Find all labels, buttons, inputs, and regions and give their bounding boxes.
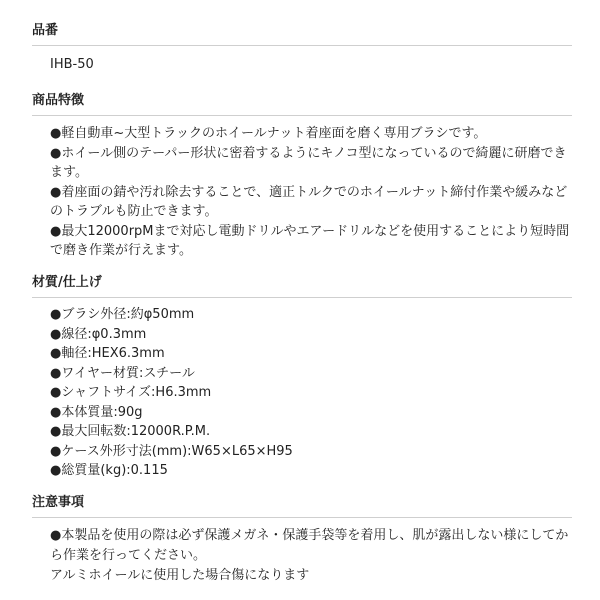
feature-item: ●軽自動車~大型トラックのホイールナット着座面を磨く専用ブラシです。 (50, 126, 487, 141)
section-title-notes: 注意事項 (32, 494, 572, 518)
product-number-value: IHB-50 (50, 57, 94, 72)
section-material (32, 274, 572, 481)
section-title-material: 材質/仕上げ (32, 274, 572, 298)
material-item: ●シャフトサイズ:H6.3mm (50, 385, 212, 400)
material-item: ●ワイヤー材質:スチール (50, 365, 195, 381)
feature-item: ●ホイール側のテーパー形状に密着するようにキノコ型になっているので綺麗に研磨できます。 (50, 145, 567, 180)
section-title-features: 商品特徴 (32, 92, 572, 116)
feature-item: ●最大12000rpMまで対応し電動ドリルやエアードリルなどを使用することにより短時間で磨き作業が行えます。 (50, 223, 570, 258)
section-features (32, 92, 572, 261)
feature-item: ●着座面の錆や汚れ除去することで、適正トルクでのホイールナット締付作業や緩みなどのトラブルも防止できます。 (50, 184, 568, 219)
section-product-number (32, 22, 572, 75)
material-item: ●ブラシ外径:約φ50mm (50, 307, 195, 322)
material-item: ●軸径:HEX6.3mm (50, 346, 165, 361)
material-item: ●ケース外形寸法(mm):W65×L65×H95 (50, 443, 293, 459)
material-list (32, 305, 572, 481)
material-item: ●線径:φ0.3mm (50, 326, 147, 342)
note-line: アルミホイールに使用した場合傷になります (50, 568, 310, 583)
section-notes (32, 494, 572, 586)
section-title-product-number: 品番 (32, 22, 572, 46)
note-line: ●本製品を使用の際は必ず保護メガネ・保護手袋等を着用し、肌が露出しない様にしてから作業を行ってください。 (50, 528, 569, 563)
section-body-product-number (32, 55, 572, 75)
material-item: ●本体質量:90g (50, 404, 143, 420)
notes-body (32, 526, 572, 586)
material-item: ●総質量(kg):0.115 (50, 463, 168, 478)
features-list (32, 124, 572, 261)
material-item: ●最大回転数:12000R.P.M. (50, 424, 211, 439)
